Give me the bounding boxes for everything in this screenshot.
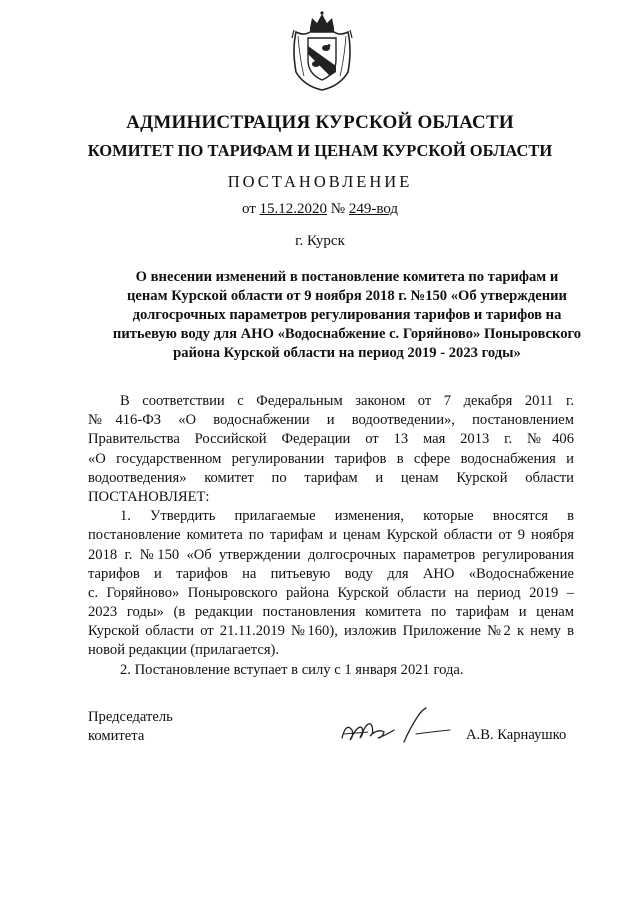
subject-line: долгосрочных параметров регулирования тарифов и тарифов на <box>132 307 562 323</box>
handwritten-signature <box>338 704 456 748</box>
document-date: 15.12.2020 <box>259 201 328 217</box>
coat-of-arms-icon <box>290 10 354 92</box>
date-prefix: от <box>241 201 256 217</box>
document-type: ПОСТАНОВЛЕНИЕ <box>227 172 413 191</box>
item1-line: новой редакции (прилагается). <box>88 642 280 659</box>
document-body <box>88 392 574 680</box>
subject-line: района Курской области на период 2019 - 2023 годы» <box>173 345 521 361</box>
city-line: г. Курск <box>295 233 345 249</box>
preamble-line: В соответствии с Федеральным законом от 7 декабря 2011 г. <box>120 393 574 409</box>
signer-title-line: Председатель <box>88 709 173 725</box>
item1-line: 1. Утвердить прилагаемые изменения, которые вносятся в <box>120 508 574 525</box>
item1-line: 2018 г. №150 «Об утверждении долгосрочных параметров регулирования <box>88 546 574 563</box>
date-number-line <box>0 201 640 218</box>
preamble-line: ПОСТАНОВЛЯЕТ: <box>88 488 210 505</box>
preamble-line: водоотведения» комитет по тарифам и ценам Курской области <box>88 469 574 486</box>
signer-title-line: комитета <box>88 728 145 744</box>
signer-name: А.В. Карнаушко <box>466 727 567 743</box>
item1-line: с. Горяйново» Поныровского района Курской области на период 2019 – <box>88 584 574 601</box>
number-sign: № <box>330 201 346 217</box>
signer-title <box>88 708 173 746</box>
document-number: 249-вод <box>348 201 399 217</box>
item1-line: постановление комитета по тарифам и ценам Курской области от 9 ноября <box>88 527 574 544</box>
document-subject <box>112 268 582 363</box>
item1-line: тарифов и тарифов на питьевую воду для АНО «Водоснабжение <box>88 565 574 582</box>
committee-heading: КОМИТЕТ ПО ТАРИФАМ И ЦЕНАМ КУРСКОЙ ОБЛАСТИ <box>87 141 553 160</box>
item1-line: 2023 годы» (в редакции постановления комитета по тарифам и ценам <box>88 604 574 621</box>
subject-line: питьевую воду для АНО «Водоснабжение с. Горяйново» Поныровского <box>112 326 582 342</box>
preamble-line: №416-ФЗ «О водоснабжении и водоотведении», постановлением <box>88 412 574 429</box>
subject-line: О внесении изменений в постановление комитета по тарифам и <box>135 269 559 285</box>
item1-line: Курской области от 21.11.2019 №160), изложив Приложение №2 к нему в <box>88 623 574 640</box>
item2-line: 2. Постановление вступает в силу с 1 января 2021 года. <box>120 661 464 678</box>
preamble-line: «О государственном регулировании тарифов в сфере водоснабжения и <box>88 450 574 467</box>
preamble-line: Правительства Российской Федерации от 13 мая 2013 г. №406 <box>88 431 574 448</box>
subject-line: ценам Курской области от 9 ноября 2018 г. №150 «Об утверждении <box>127 288 567 304</box>
administration-heading: АДМИНИСТРАЦИЯ КУРСКОЙ ОБЛАСТИ <box>126 112 514 133</box>
